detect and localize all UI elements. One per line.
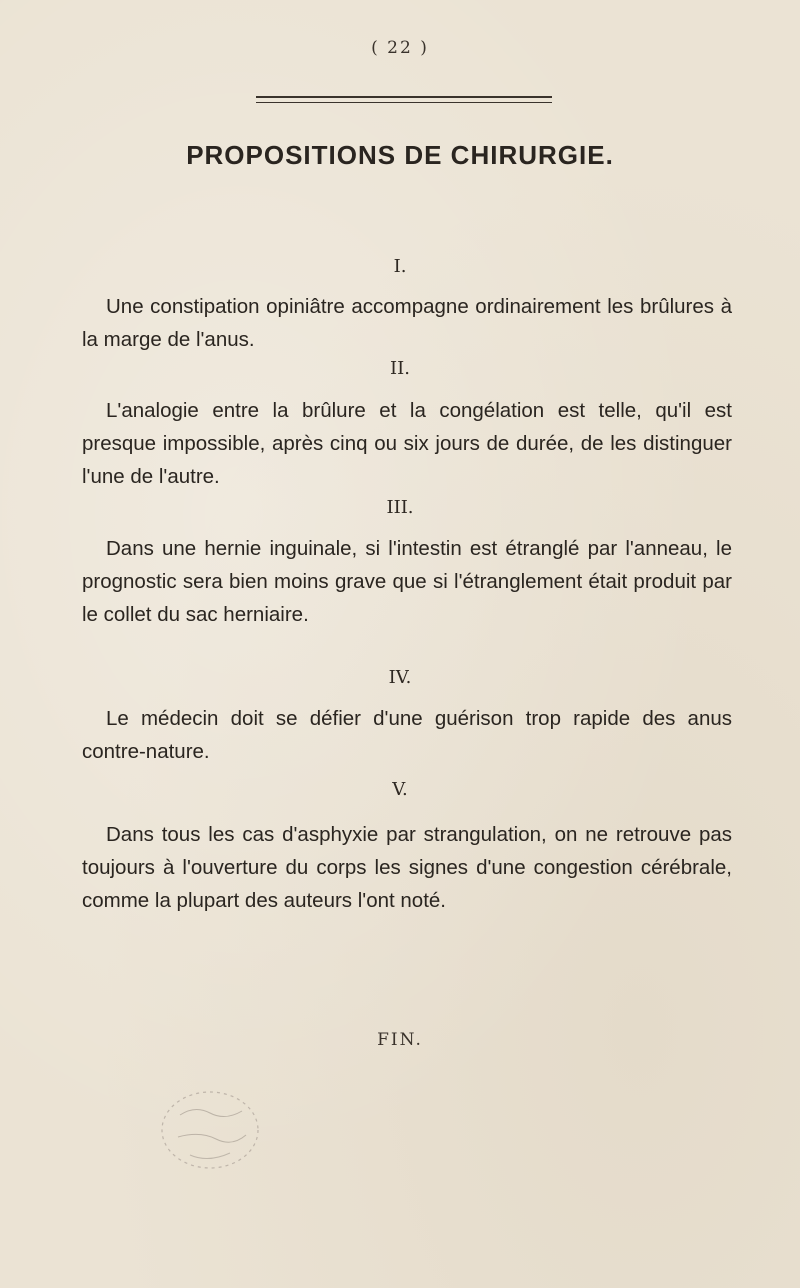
proposition-text-5: Dans tous les cas d'asphyxie par strangulation, on ne retrouve pas toujours à l'ouverture du corps les signes d'une congestion cérébrale, comme la plupart des auteurs l'ont noté.	[82, 823, 732, 912]
fin-label: FIN.	[377, 1030, 423, 1050]
proposition-numeral-3: III.	[386, 497, 414, 518]
proposition-text-1: Une constipation opiniâtre accompagne ordinairement les brûlures à la marge de l'anus.	[82, 295, 732, 351]
proposition-numeral-5: V.	[392, 779, 408, 800]
header-rule	[256, 96, 552, 103]
faded-stamp-icon	[150, 1085, 270, 1180]
proposition-text-2: L'analogie entre la brûlure et la congélation est telle, qu'il est presque impossible, après cinq ou six jours de durée, de les distinguer l'une de l'autre.	[82, 399, 732, 488]
proposition-numeral-2: II.	[390, 358, 410, 379]
proposition-text-3: Dans une hernie inguinale, si l'intestin est étranglé par l'anneau, le prognostic sera bien moins grave que si l'étranglement était produit par le collet du sac herniaire.	[82, 537, 732, 626]
proposition-text-4: Le médecin doit se défier d'une guérison trop rapide des anus contre-nature.	[82, 707, 732, 763]
proposition-numeral-1: I.	[393, 256, 407, 277]
proposition-numeral-4: IV.	[388, 667, 412, 688]
page-number: ( 22 )	[371, 38, 429, 58]
page-title: PROPOSITIONS DE CHIRURGIE.	[186, 140, 614, 170]
